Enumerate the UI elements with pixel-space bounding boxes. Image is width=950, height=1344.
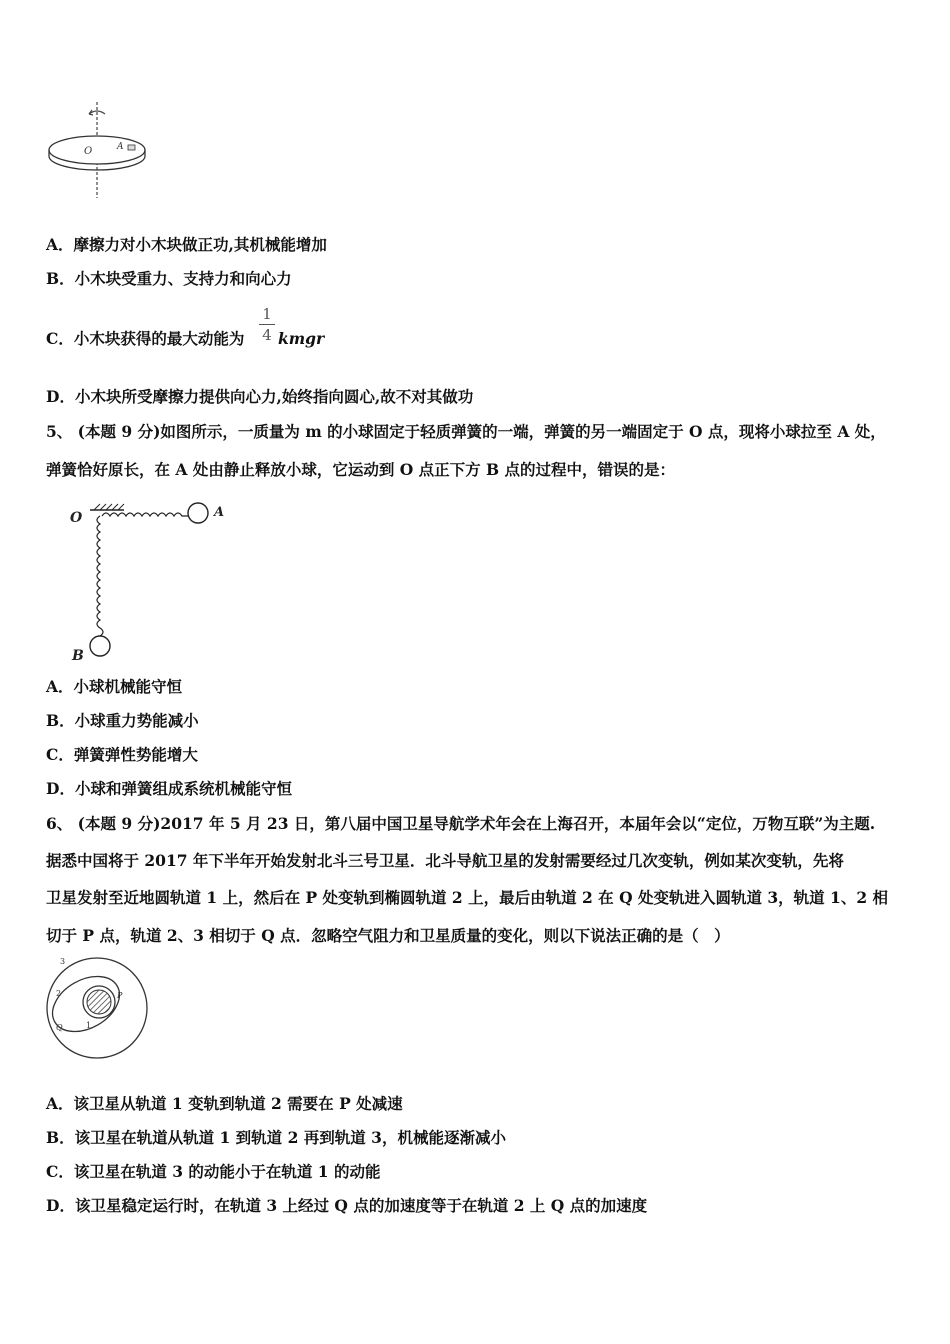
- label-Q: Q: [56, 1023, 63, 1032]
- q5-option-a: A．小球机械能守恒: [46, 677, 183, 696]
- q6-option-b: B．该卫星在轨道从轨道 1 到轨道 2 再到轨道 3，机械能逐渐减小: [46, 1128, 506, 1147]
- q5-option-b: B．小球重力势能减小: [46, 711, 199, 730]
- q6-stem-line3: 卫星发射至近地圆轨道 1 上，然后在 P 处变轨到椭圆轨道 2 上，最后由轨道 2 在 Q 处变轨进入圆轨道 3，轨道 1、2 相: [46, 888, 889, 907]
- spring-figure: [66, 494, 236, 666]
- q4-option-d: D．小木块所受摩擦力提供向心力,始终指向圆心,故不对其做功: [46, 387, 474, 406]
- fraction-denominator: 4: [262, 326, 272, 344]
- q5-option-d: D．小球和弹簧组成系统机械能守恒: [46, 779, 292, 798]
- fraction-numerator: 1: [262, 305, 272, 323]
- q4-option-a: A．摩擦力对小木块做正功,其机械能增加: [46, 235, 327, 254]
- q6-stem-line2: 据悉中国将于 2017 年下半年开始发射北斗三号卫星．北斗导航卫星的发射需要经过几次变轨，例如某次变轨，先将: [46, 851, 844, 870]
- label-O: O: [84, 146, 93, 157]
- q4-option-c: [46, 328, 244, 350]
- fraction-one-quarter: [259, 305, 275, 344]
- orbit-figure: [42, 956, 152, 1060]
- label-P: P: [117, 991, 123, 1000]
- q5-option-c: C．弹簧弹性势能增大: [46, 745, 198, 764]
- label-A: A: [117, 142, 124, 152]
- label-orbit-2: 2: [56, 989, 62, 998]
- rotating-disk-figure: [44, 98, 154, 202]
- label-orbit-3: 3: [60, 957, 66, 966]
- q6-option-d: D．该卫星稳定运行时，在轨道 3 上经过 Q 点的加速度等于在轨道 2 上 Q 点的加速度: [46, 1196, 648, 1215]
- label-orbit-1: 1: [86, 1021, 92, 1030]
- q4-option-b: B．小木块受重力、支持力和向心力: [46, 269, 292, 288]
- q4-option-c-prefix: C．小木块获得的最大动能为: [46, 329, 245, 348]
- q4-option-c-expr: kmgr: [278, 329, 325, 348]
- q5-stem-line1: 5、 (本题 9 分)如图所示，一质量为 m 的小球固定于轻质弹簧的一端，弹簧的另一端固定于 O 点，现将小球拉至 A 处，: [46, 422, 886, 441]
- q6-stem-line1: 6、 (本题 9 分)2017 年 5 月 23 日，第八届中国卫星导航学术年会在上海召开，本届年会以“定位，万物互联”为主题.: [46, 814, 876, 833]
- label-B: B: [72, 648, 84, 664]
- q5-stem-line2: 弹簧恰好原长，在 A 处由静止释放小球，它运动到 O 点正下方 B 点的过程中，错误的是：: [46, 460, 676, 479]
- q6-stem-line4: 切于 P 点，轨道 2、3 相切于 Q 点．忽略空气阻力和卫星质量的变化，则以下说法正确的是（ ）: [46, 926, 730, 945]
- label-A: A: [214, 505, 225, 520]
- q6-option-a: A．该卫星从轨道 1 变轨到轨道 2 需要在 P 处减速: [46, 1094, 403, 1113]
- label-O: O: [70, 510, 83, 526]
- q6-option-c: C．该卫星在轨道 3 的动能小于在轨道 1 的动能: [46, 1162, 381, 1181]
